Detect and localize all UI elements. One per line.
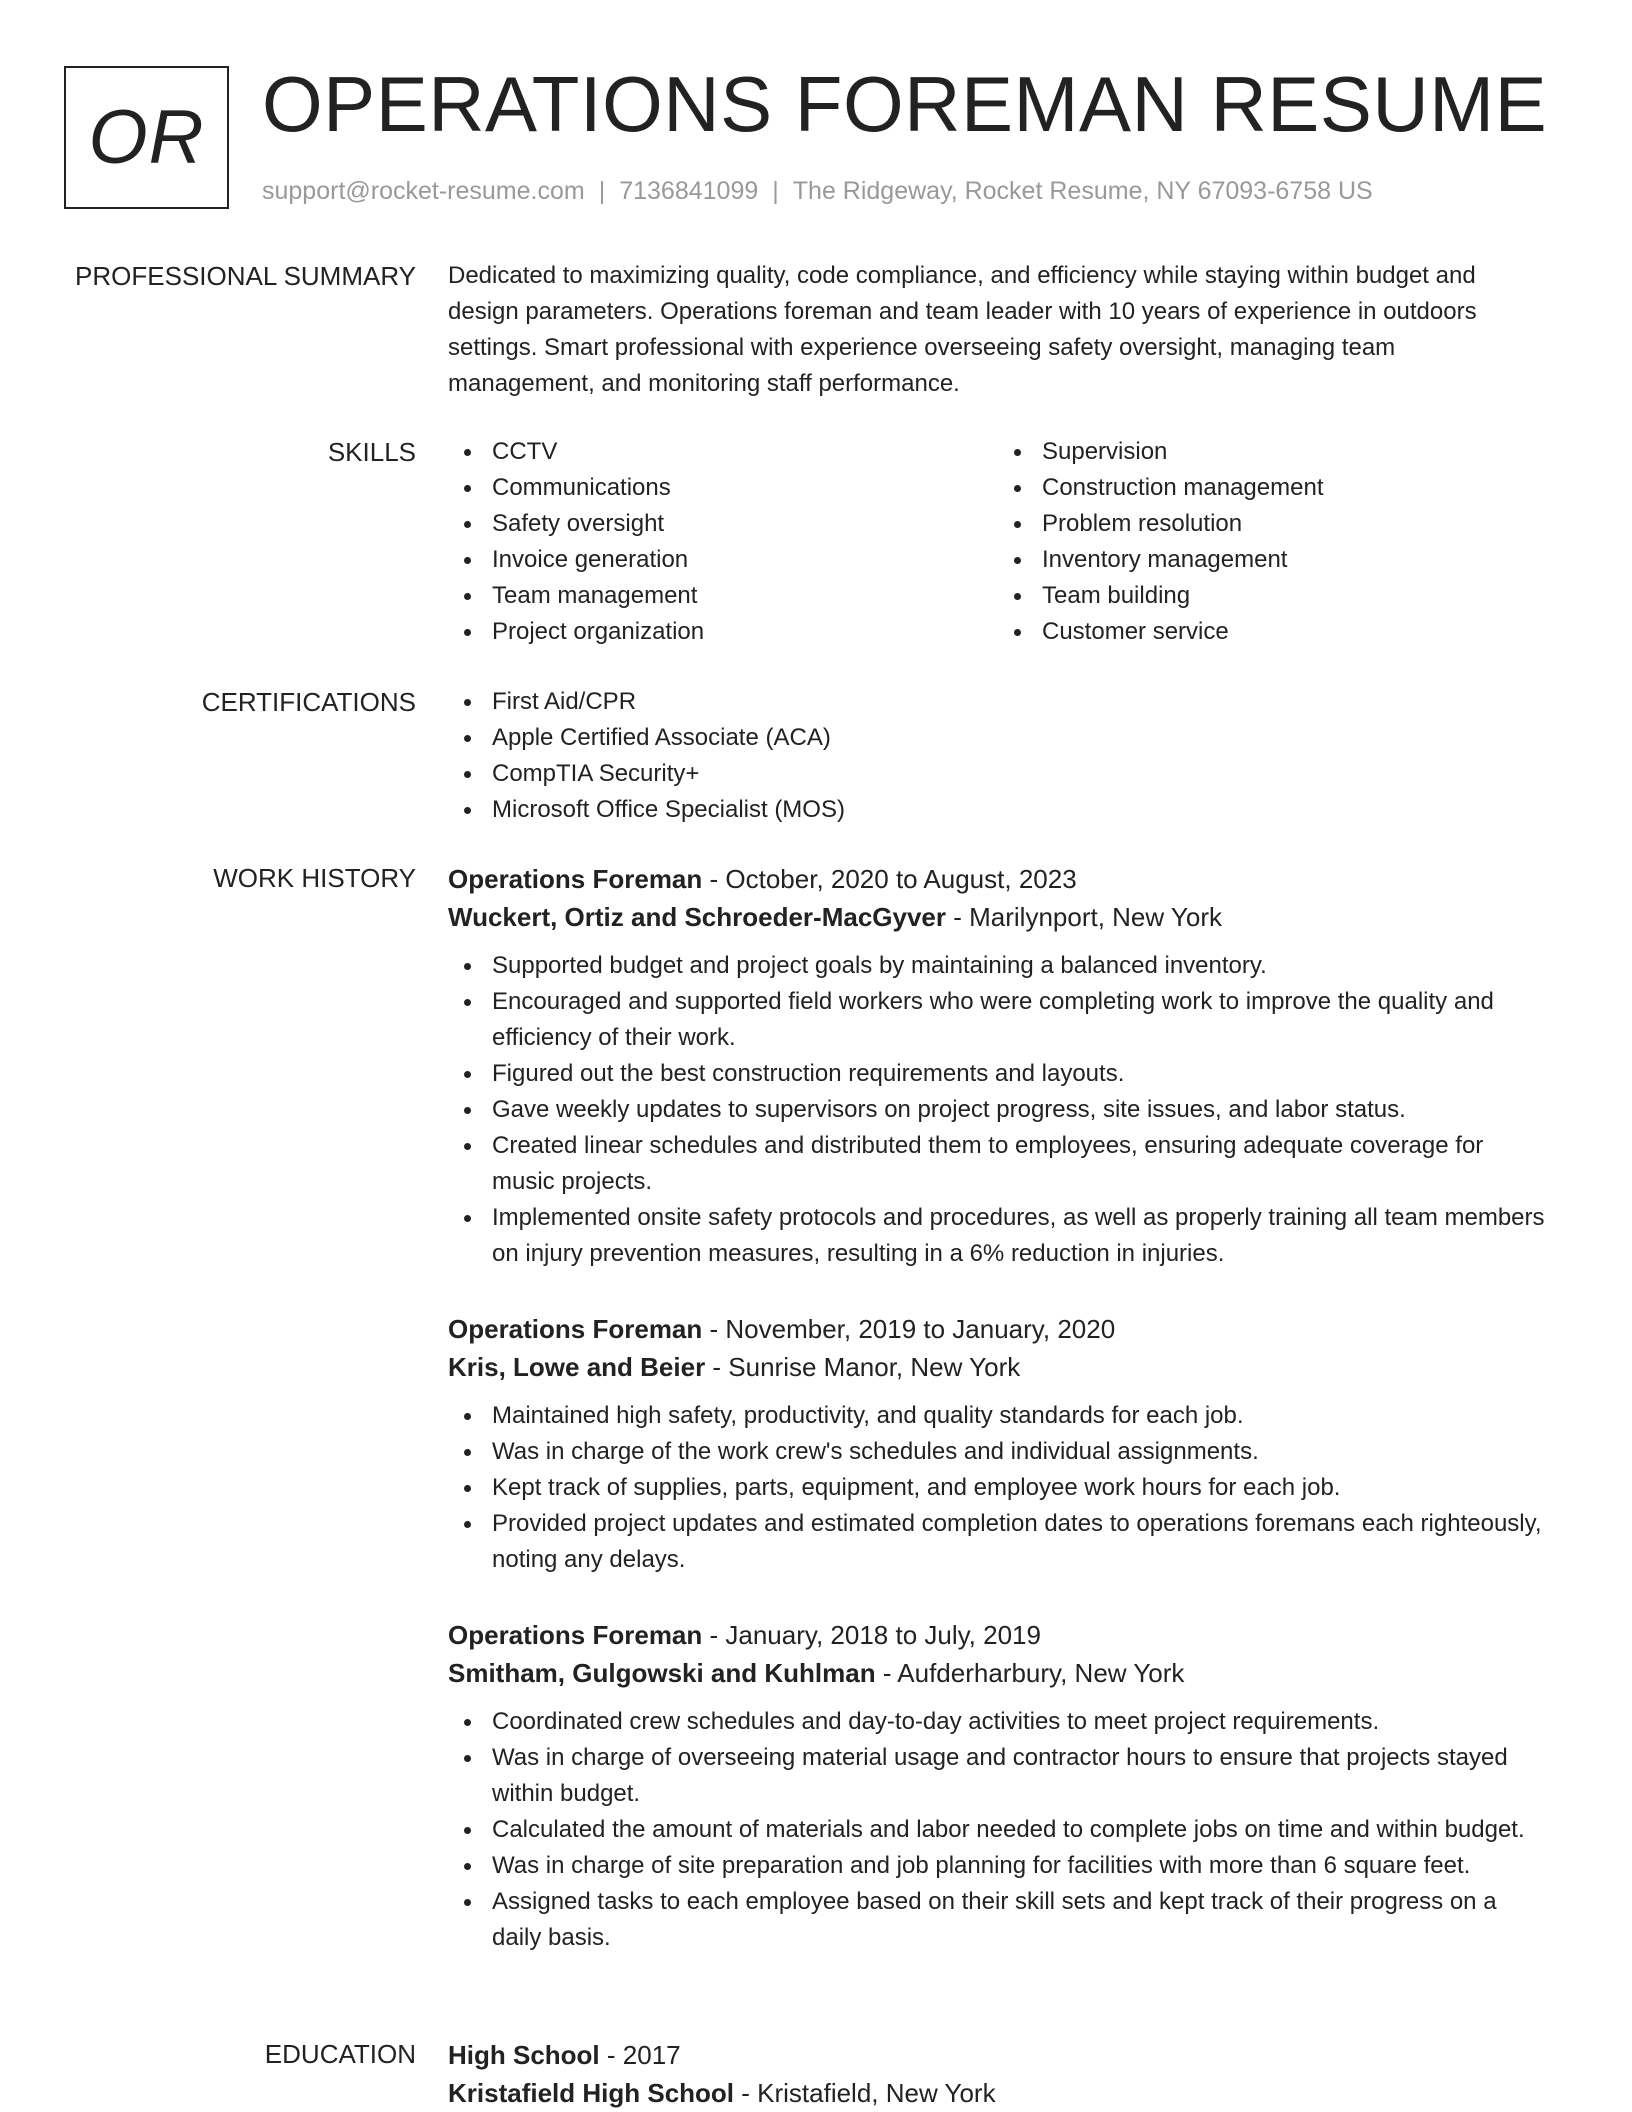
list-item: Inventory management (998, 542, 1538, 578)
job-company-line (448, 1654, 1548, 1692)
job-company-line (448, 898, 1548, 936)
job-location: - Aufderharbury, New York (875, 1658, 1185, 1688)
job-company-line (448, 1348, 1548, 1386)
job-entry (448, 1616, 1548, 1956)
list-item: First Aid/CPR (448, 684, 1548, 720)
job-bullets (448, 948, 1548, 1272)
job-title-line (448, 1616, 1548, 1654)
list-item: Coordinated crew schedules and day-to-day activities to meet project requirements. (448, 1704, 1548, 1740)
list-item: Figured out the best construction requirements and layouts. (448, 1056, 1548, 1092)
job-title: Operations Foreman (448, 1620, 703, 1650)
list-item: Team building (998, 578, 1538, 614)
list-item: Safety oversight (448, 506, 988, 542)
list-item: Supervision (998, 434, 1538, 470)
education-entry (448, 2036, 1548, 2112)
job-title-line (448, 1310, 1548, 1348)
summary-text: Dedicated to maximizing quality, code compliance, and efficiency while staying within budget and design parameters. Operations foreman and team leader with 10 years of experience in outdoors settings. Smart professional with experience overseeing safety oversight, managing team management, and monitoring staff performance. (448, 262, 1477, 397)
list-item: Implemented onsite safety protocols and procedures, as well as properly training all team members on injury prevention measures, resulting in a 6% reduction in injuries. (448, 1200, 1548, 1272)
education-degree-line (448, 2036, 1548, 2074)
list-item: Kept track of supplies, parts, equipment, and employee work hours for each job. (448, 1470, 1548, 1506)
list-item: Construction management (998, 470, 1538, 506)
list-item: Apple Certified Associate (ACA) (448, 720, 1548, 756)
list-item: CompTIA Security+ (448, 756, 1548, 792)
list-item: Project organization (448, 614, 988, 650)
job-dates: - October, 2020 to August, 2023 (702, 864, 1077, 894)
contact-line (262, 175, 1373, 208)
job-company: Smitham, Gulgowski and Kuhlman (448, 1658, 876, 1688)
education-location: - Kristafield, New York (734, 2078, 996, 2108)
list-item: Communications (448, 470, 988, 506)
job-location: - Sunrise Manor, New York (705, 1352, 1021, 1382)
list-item: Calculated the amount of materials and labor needed to complete jobs on time and within budget. (448, 1812, 1548, 1848)
job-title: Operations Foreman (448, 864, 703, 894)
list-item: Invoice generation (448, 542, 988, 578)
list-item: Microsoft Office Specialist (MOS) (448, 792, 1548, 828)
job-location: - Marilynport, New York (946, 902, 1222, 932)
section-label: WORK HISTORY (213, 863, 416, 893)
job-dates: - January, 2018 to July, 2019 (702, 1620, 1041, 1650)
list-item: Was in charge of the work crew's schedules and individual assignments. (448, 1434, 1548, 1470)
section-label: PROFESSIONAL SUMMARY (75, 261, 416, 291)
list-item: Created linear schedules and distributed them to employees, ensuring adequate coverage for music projects. (448, 1128, 1548, 1200)
contact-email[interactable]: support@rocket-resume.com (262, 177, 585, 205)
list-item: Supported budget and project goals by maintaining a balanced inventory. (448, 948, 1548, 984)
monogram-logo: OR (64, 66, 229, 209)
job-company: Kris, Lowe and Beier (448, 1352, 706, 1382)
list-item: CCTV (448, 434, 988, 470)
list-item: Team management (448, 578, 988, 614)
job-bullets (448, 1398, 1548, 1578)
education-school-line (448, 2074, 1548, 2112)
education-school: Kristafield High School (448, 2078, 735, 2108)
job-title-line (448, 860, 1548, 898)
contact-separator: | (598, 177, 606, 205)
contact-phone[interactable]: 7136841099 (619, 177, 759, 205)
education-degree: High School (448, 2040, 600, 2070)
list-item: Encouraged and supported field workers who were completing work to improve the quality and efficiency of their work. (448, 984, 1548, 1056)
section-label: CERTIFICATIONS (201, 687, 416, 717)
section-label: EDUCATION (264, 2039, 416, 2069)
job-entry (448, 860, 1548, 1272)
list-item: Provided project updates and estimated completion dates to operations foremans each righteously, noting any delays. (448, 1506, 1548, 1578)
certifications-list (448, 684, 1548, 828)
list-item: Was in charge of overseeing material usage and contractor hours to ensure that projects stayed within budget. (448, 1740, 1548, 1812)
list-item: Customer service (998, 614, 1538, 650)
list-item: Was in charge of site preparation and job planning for facilities with more than 6 square feet. (448, 1848, 1548, 1884)
section-label: SKILLS (327, 437, 416, 467)
job-title: Operations Foreman (448, 1314, 703, 1344)
job-company: Wuckert, Ortiz and Schroeder-MacGyver (448, 902, 947, 932)
list-item: Problem resolution (998, 506, 1538, 542)
resume-header (64, 60, 1584, 210)
contact-separator: | (772, 177, 779, 205)
skills-list-right (998, 434, 1538, 650)
job-dates: - November, 2019 to January, 2020 (702, 1314, 1116, 1344)
list-item: Maintained high safety, productivity, and quality standards for each job. (448, 1398, 1548, 1434)
skills-list-left (448, 434, 988, 650)
contact-address: The Ridgeway, Rocket Resume, NY 67093-6758 US (792, 177, 1373, 205)
list-item: Gave weekly updates to supervisors on project progress, site issues, and labor status. (448, 1092, 1548, 1128)
job-entry (448, 1310, 1548, 1578)
job-bullets (448, 1704, 1548, 1956)
education-year: - 2017 (599, 2040, 681, 2070)
page-title: OPERATIONS FOREMAN RESUME (262, 60, 1548, 148)
list-item: Assigned tasks to each employee based on their skill sets and kept track of their progress on a daily basis. (448, 1884, 1548, 1956)
